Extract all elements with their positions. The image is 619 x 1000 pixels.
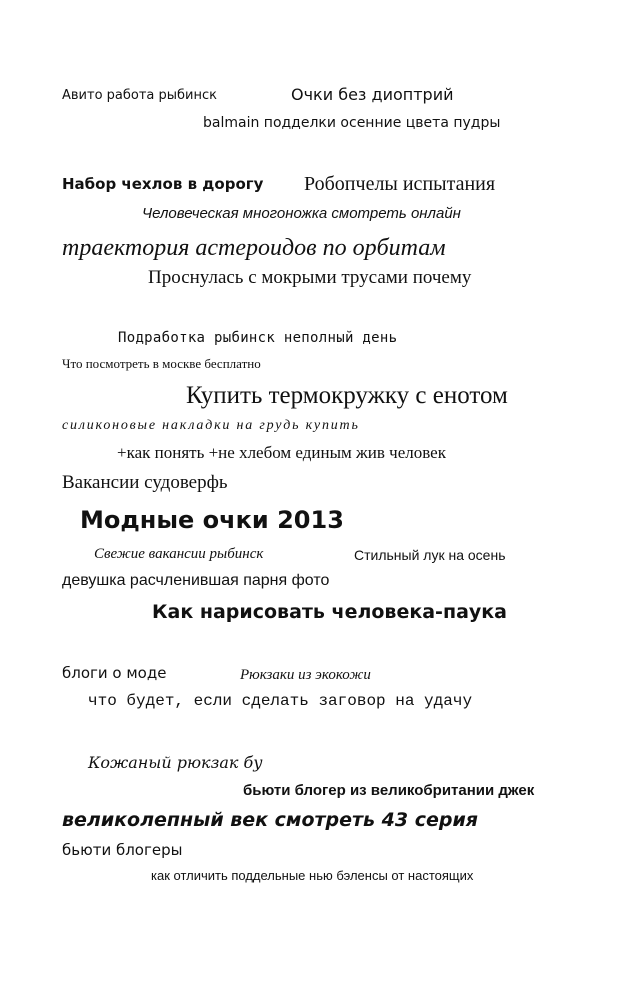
phrase-uk-beauty-blogger: бьюти блогер из великобритании джек xyxy=(243,782,535,799)
phrase-leather-backpack-used: Кожаный рюкзак бу xyxy=(88,753,263,772)
phrase-fake-new-balance: как отличить поддельные нью бэленсы от настоящих xyxy=(151,868,474,883)
phrase-balmain-fakes: balmain подделки осенние цвета пудры xyxy=(203,115,501,131)
phrase-part-time-job: Подработка рыбинск неполный день xyxy=(118,330,398,346)
phrase-woke-up: Проснулась с мокрыми трусами почему xyxy=(148,267,472,288)
phrase-autumn-look: Стильный лук на осень xyxy=(354,547,506,563)
phrase-moscow-free: Что посмотреть в москве бесплатно xyxy=(62,356,261,371)
phrase-fashion-blogs: блоги о моде xyxy=(62,664,167,682)
phrase-asteroid-trajectory: траектория астероидов по орбитам xyxy=(62,235,446,261)
phrase-fashion-glasses-2013: Модные очки 2013 xyxy=(80,506,344,534)
phrase-fresh-vacancies: Свежие вакансии рыбинск xyxy=(94,546,264,562)
phrase-shipyard-vacancies: Вакансии судоверфь xyxy=(62,472,228,493)
phrase-avito-job: Авито работа рыбинск xyxy=(62,88,218,103)
phrase-silicone-pads: силиконовые накладки на грудь купить xyxy=(62,418,360,433)
phrase-beauty-bloggers: бьюти блогеры xyxy=(62,841,183,859)
phrase-human-centipede: Человеческая многоножка смотреть онлайн xyxy=(142,205,461,222)
phrase-draw-spiderman: Как нарисовать человека-паука xyxy=(152,601,507,623)
phrase-glasses-no-diopter: Очки без диоптрий xyxy=(291,85,454,104)
phrase-luck-spell: что будет, если сделать заговор на удачу xyxy=(88,692,473,710)
phrase-travel-cases: Набор чехлов в дорогу xyxy=(62,175,264,193)
phrase-eco-leather-backpacks: Рюкзаки из экокожи xyxy=(240,667,371,683)
phrase-raccoon-mug: Купить термокружку с енотом xyxy=(186,382,508,409)
phrase-magnificent-century: великолепный век смотреть 43 серия xyxy=(62,809,478,831)
phrase-girl-photo: девушка расчленившая парня фото xyxy=(62,572,330,589)
phrase-robobees: Робопчелы испытания xyxy=(304,173,496,195)
phrase-bread-alone: +как понять +не хлебом единым жив человек xyxy=(117,443,446,462)
